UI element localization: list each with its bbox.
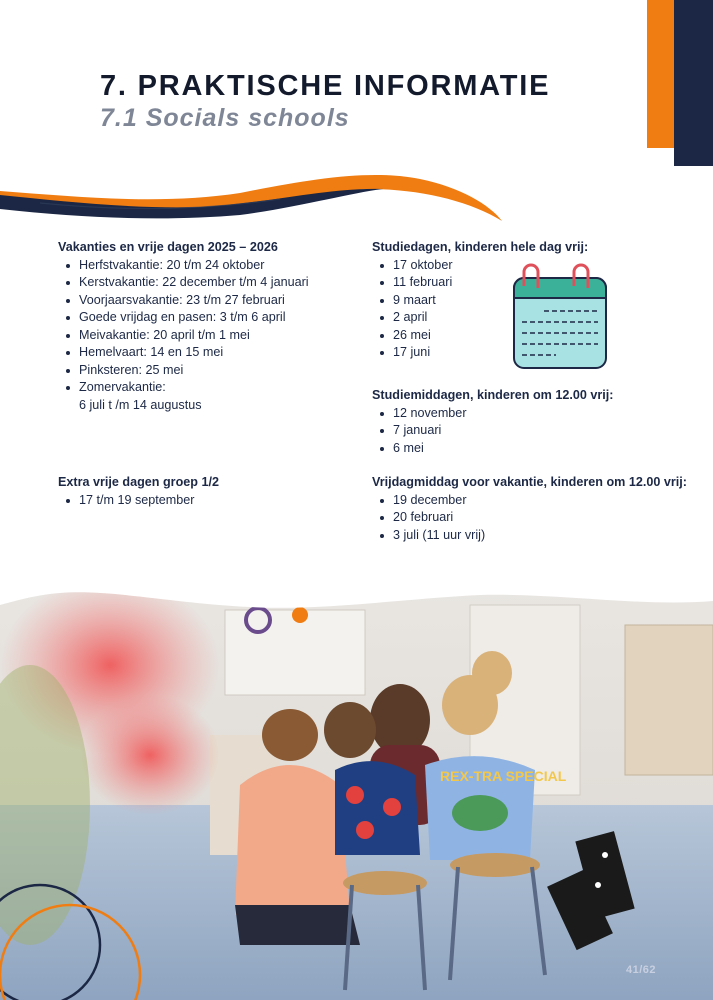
list-item: 9 maart (372, 292, 588, 310)
vrijdagmiddag-heading: Vrijdagmiddag voor vakantie, kinderen om 12.00 vrij: (372, 475, 687, 489)
list-item: Meivakantie: 20 april t/m 1 mei (58, 327, 309, 345)
list-item: 11 februari (372, 274, 588, 292)
vrijdagmiddag-section (372, 474, 687, 544)
vakanties-list (58, 257, 309, 415)
page-title: 7. PRAKTISCHE INFORMATIE (100, 70, 551, 102)
list-item: 6 mei (372, 440, 613, 458)
list-item: 17 oktober (372, 257, 588, 275)
calendar-icon (510, 262, 610, 372)
studiedagen-heading: Studiedagen, kinderen hele dag vrij: (372, 240, 589, 254)
list-item: Voorjaarsvakantie: 23 t/m 27 februari (58, 292, 309, 310)
extra-heading: Extra vrije dagen groep 1/2 (58, 475, 219, 489)
page-number: 41/62 (626, 964, 657, 976)
zomervakantie-dates: 6 juli t /m 14 augustus (79, 397, 202, 412)
zomervakantie-label: Zomervakantie: (79, 380, 166, 394)
list-item: 12 november (372, 405, 613, 423)
vakanties-heading: Vakanties en vrije dagen 2025 – 2026 (58, 240, 278, 254)
list-item: 19 december (372, 492, 687, 510)
list-item: Kerstvakantie: 22 december t/m 4 januari (58, 274, 309, 292)
shirt-print-text: REX-TRA SPECIAL (440, 768, 567, 784)
list-item: 20 februari (372, 509, 687, 527)
page-subtitle: 7.1 Socials schools (100, 104, 350, 132)
extra-list (58, 492, 219, 510)
classroom-photo (0, 585, 713, 1000)
extra-section (58, 474, 219, 509)
accent-bar-orange (647, 0, 674, 148)
list-item: Goede vrijdag en pasen: 3 t/m 6 april (58, 309, 309, 327)
list-item: 17 t/m 19 september (58, 492, 219, 510)
vakanties-section (58, 239, 309, 414)
list-item: Hemelvaart: 14 en 15 mei (58, 344, 309, 362)
list-item: 26 mei (372, 327, 588, 345)
brush-stroke-decoration (0, 165, 520, 235)
vrijdagmiddag-list (372, 492, 687, 545)
list-item: 7 januari (372, 422, 613, 440)
list-item: Pinksteren: 25 mei (58, 362, 309, 380)
studiemiddagen-section (372, 387, 613, 457)
list-item: 3 juli (11 uur vrij) (372, 527, 687, 545)
list-item (58, 379, 309, 414)
list-item: 17 juni (372, 344, 588, 362)
studiemiddagen-list (372, 405, 613, 458)
accent-bar-navy (674, 0, 713, 166)
list-item: Herfstvakantie: 20 t/m 24 oktober (58, 257, 309, 275)
list-item: 2 april (372, 309, 588, 327)
studiemiddagen-heading: Studiemiddagen, kinderen om 12.00 vrij: (372, 388, 614, 402)
